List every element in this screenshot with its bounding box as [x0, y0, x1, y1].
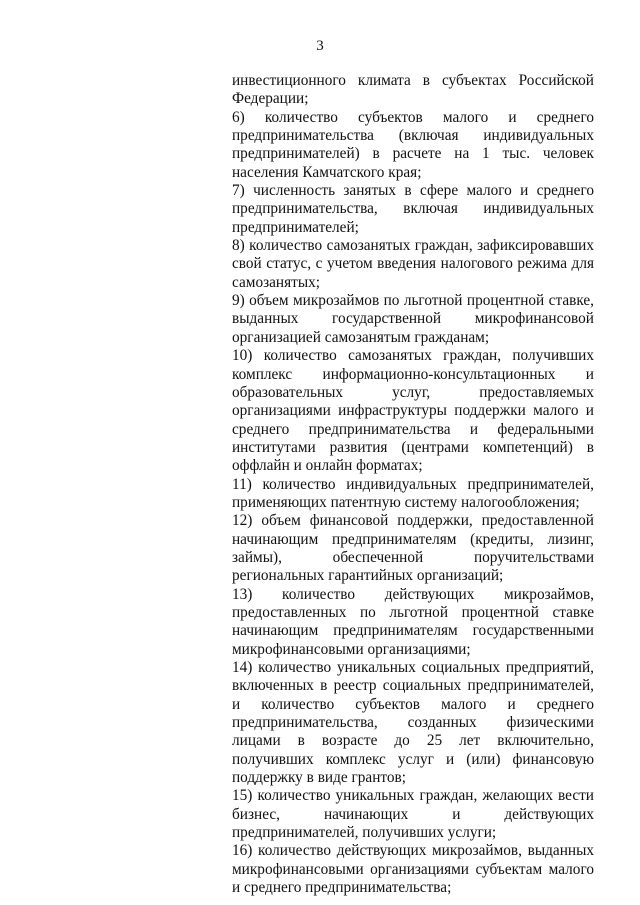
- list-item-12: 12) объем финансовой поддержки, предоставленной начинающим предпринимателям (кредиты, лизинг, займы), обеспеченной поручительствами региональных гарантийных организаций;: [232, 512, 594, 585]
- list-item-16: 16) количество действующих микрозаймов, выданных микрофинансовыми организациями субъектам малого и среднего предпринимательства;: [232, 842, 594, 897]
- list-item-10: 10) количество самозанятых граждан, получивших комплекс информационно-консультационных и образовательных услуг, предоставляемых организациями инфраструктуры поддержки малого и среднего предпринимательства и федеральными институтами развития (центрами компетенций) в оффлайн и онлайн форматах;: [232, 347, 594, 475]
- list-item-9: 9) объем микрозаймов по льготной процентной ставке, выданных государственной микрофинансовой организацией самозанятым гражданам;: [232, 292, 594, 346]
- list-item-6: 6) количество субъектов малого и среднего предпринимательства (включая индивидуальных предпринимателей) в расчете на 1 тыс. человек населения Камчатского края;: [232, 108, 594, 181]
- list-item-15: 15) количество уникальных граждан, желающих вести бизнес, начинающих и действующих предпринимателей, получивших услуги;: [232, 787, 594, 842]
- document-body: [232, 72, 594, 897]
- page-number: 3: [316, 38, 324, 54]
- list-item-14: 14) количество уникальных социальных предприятий, включенных в реестр социальных предпринимателей, и количество субъектов малого и среднего предпринимательства, созданных физическими лицами в возрасте до 25 лет включительно, получивших комплекс услуг и (или) финансовую поддержку в виде грантов;: [232, 659, 594, 787]
- list-item-7: 7) численность занятых в сфере малого и среднего предпринимательства, включая индивидуальных предпринимателей;: [232, 182, 594, 236]
- list-item-11: 11) количество индивидуальных предпринимателей, применяющих патентную систему налогообложения;: [232, 475, 594, 511]
- list-item-8: 8) количество самозанятых граждан, зафиксировавших свой статус, с учетом введения налогового режима для самозанятых;: [232, 237, 594, 291]
- paragraph-continuation: инвестиционного климата в субъектах Российской Федерации;: [232, 72, 594, 108]
- list-item-13: 13) количество действующих микрозаймов, предоставленных по льготной процентной ставке начинающим предпринимателям государственными микрофинансовыми организациями;: [232, 585, 594, 658]
